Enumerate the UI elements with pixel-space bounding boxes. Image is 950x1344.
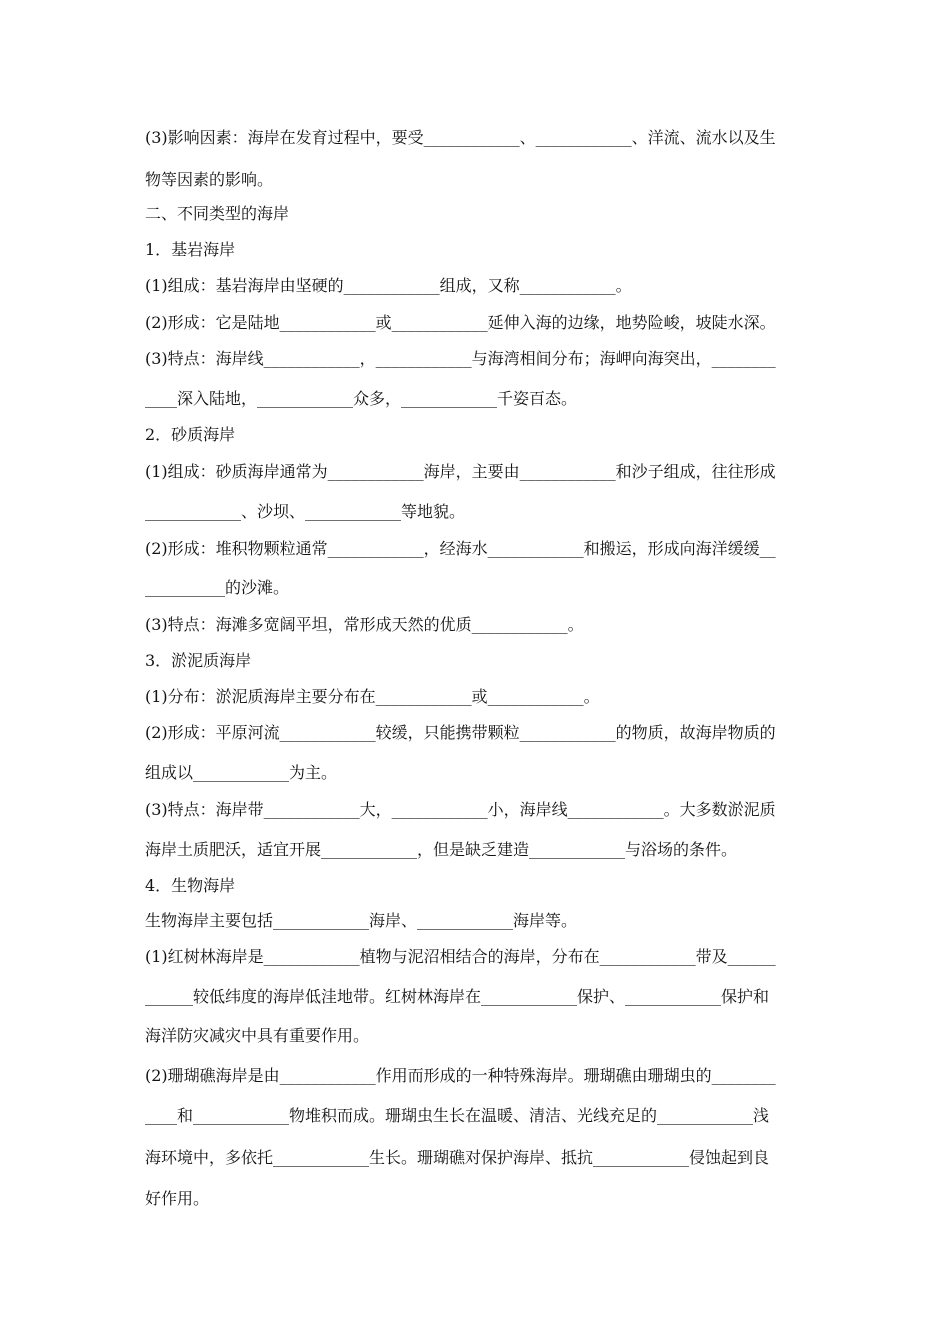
text-line: __________的沙滩。 xyxy=(145,578,290,597)
text-line: 海环境中，多依托____________生长。珊瑚礁对保护海岸、抵抗____________侵蚀起到良 xyxy=(145,1148,770,1167)
text-line: 生物海岸主要包括____________海岸、____________海岸等。 xyxy=(145,911,578,930)
text-line: 物等因素的影响。 xyxy=(145,170,274,189)
text-line: (2)形成：平原河流____________较缓，只能携带颗粒____________的物质，故海岸物质的 xyxy=(145,723,776,742)
text-line: 组成以____________为主。 xyxy=(145,763,338,782)
text-line: ____深入陆地，____________众多，____________千姿百态。 xyxy=(145,389,578,408)
text-line: 好作用。 xyxy=(145,1189,210,1208)
subsection-heading: 2．砂质海岸 xyxy=(145,425,236,444)
text-line: (2)形成：它是陆地____________或____________延伸入海的边缘，地势险峻，坡陡水深。 xyxy=(145,313,776,332)
text-line: (3)特点：海岸线____________，____________与海湾相间分布；海岬向海突出，________ xyxy=(145,349,776,368)
text-line: (1)组成：基岩海岸由坚硬的____________组成，又称____________。 xyxy=(145,276,632,295)
text-line: 海岸土质肥沃，适宜开展____________，但是缺乏建造____________与浴场的条件。 xyxy=(145,840,738,859)
text-line: (1)红树林海岸是____________植物与泥沼相结合的海岸，分布在____________带及______ xyxy=(145,947,776,966)
subsection-heading: 1．基岩海岸 xyxy=(145,240,236,259)
text-line: (1)组成：砂质海岸通常为____________海岸，主要由____________和沙子组成，往往形成 xyxy=(145,462,776,481)
text-line: (1)分布：淤泥质海岸主要分布在____________或____________。 xyxy=(145,687,600,706)
text-line: 海洋防灾减灾中具有重要作用。 xyxy=(145,1026,370,1045)
text-line: (2)珊瑚礁海岸是由____________作用而形成的一种特殊海岸。珊瑚礁由珊瑚虫的________ xyxy=(145,1066,776,1085)
text-line: ____________、沙坝、____________等地貌。 xyxy=(145,502,466,521)
subsection-heading: 3．淤泥质海岸 xyxy=(145,651,252,670)
text-line: (3)影响因素：海岸在发育过程中，要受____________、____________、洋流、流水以及生 xyxy=(145,128,776,147)
subsection-heading: 4．生物海岸 xyxy=(145,876,236,895)
text-line: (3)特点：海滩多宽阔平坦，常形成天然的优质____________。 xyxy=(145,615,584,634)
text-line: ____和____________物堆积而成。珊瑚虫生长在温暖、清洁、光线充足的____________浅 xyxy=(145,1106,770,1125)
text-line: ______较低纬度的海岸低洼地带。红树林海岸在____________保护、____________保护和 xyxy=(145,987,770,1006)
text-line: (3)特点：海岸带____________大，____________小，海岸线____________。大多数淤泥质 xyxy=(145,800,776,819)
section-heading: 二、不同类型的海岸 xyxy=(145,204,290,223)
text-line: (2)形成：堆积物颗粒通常____________，经海水____________和搬运，形成向海洋缓缓__ xyxy=(145,539,776,558)
